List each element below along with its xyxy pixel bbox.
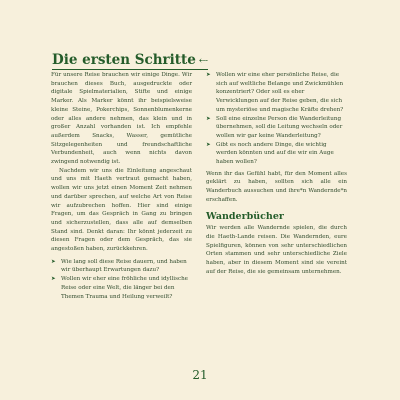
section-heading [52,52,208,70]
left-column [51,71,192,301]
subsection-heading: Wanderbücher [206,210,284,222]
list-item: ➤ Wollen wir eine eher persönliche Reise, die sich auf weltliche Belange und Zwickmühlen konzentriert? Oder soll es eher Verwicklungen auf der Reise geben, die sich um mysteriöse und magische Kräfte drehen? [206,72,344,113]
wanderbuecher-paragraph: Wir werden alle Wandernde spielen, die durch die Haeth-Lande reisen. Die Wandernden, eure Spielfiguren, können von sehr unterschiedlichen Orten stammen und sehr unterschiedliche Ziele haben, aber in diesem Moment sind sie vereint auf der Reise, die sie gemeinsam unternehmen. [206,225,347,275]
list-item: ➤ Wie lang soll diese Reise dauern, und haben wir überhaupt Erwartungen dazu? [51,258,187,274]
list-item: ➤ Gibt es noch andere Dinge, die wichtig werden könnten und auf die wir ein Auge haben wollen? [206,141,334,166]
section-heading-title: Die ersten Schritte [52,52,196,68]
question-list-right [206,71,347,167]
closing-paragraph: Wenn ihr das Gefühl habt, für den Moment alles geklärt zu haben, sollten sich alle ein Wanderbuch aussuchen und ihre*n Wandernde*n erschaffen. [206,170,347,203]
page-number: 21 [192,368,208,382]
arrow-bullet-icon: ➤ [206,141,211,148]
list-item: ➤ Wollen wir eher eine fröhliche und idyllische Reise oder eine Welt, die länger bei den Themen Trauma und Heilung verweilt? [51,276,188,300]
arrow-bullet-icon: ➤ [51,258,56,265]
questions-intro-paragraph: Nachdem wir uns die Einleitung angeschaut und uns mit Haeth vertraut gemacht haben, wollen wir uns jetzt einen Moment Zeit nehmen und darüber sprechen, auf welche Art von Reise wir aufzubrechen hoffen. Hier sind einige Fragen, um das Gespräch in Gang zu bringen und sicherzustellen, dass alle auf demselben Stand sind. Denkt daran: Ihr könnt jederzeit zu diesen Fragen oder dem Gespräch, das sie angestoßen haben, zurückkehren. [51,167,192,253]
intro-paragraph: Für unsere Reise brauchen wir einige Dinge. Wir brauchen dieses Buch, ausgedruckte oder digitale Spielmaterialien, Stifte und einige Marker. Als Marker könnt ihr beispielsweise kleine Steine, Pokerchips, Sonnenblumenkerne oder alles andere nehmen, das klein und in großer Anzahl vorhanden ist. Ich empfehle außerdem Snacks, Wasser, gemütliche Sitzgelegenheiten und freundschaftliche Verbundenheit, auch wenn nichts davon zwingend notwendig ist. [51,72,192,166]
arrow-bullet-icon: ➤ [206,72,211,78]
right-column [206,71,347,276]
list-item: ➤ Soll eine einzelne Person die Wanderleitung übernehmen, soll die Leitung wechseln oder wollen wir gar keine Wanderleitung? [206,115,343,139]
arrow-bullet-icon: ➤ [206,115,211,122]
left-arrow-icon: ⇠ [198,54,209,67]
arrow-bullet-icon: ➤ [51,276,56,283]
question-list-left [51,258,192,302]
